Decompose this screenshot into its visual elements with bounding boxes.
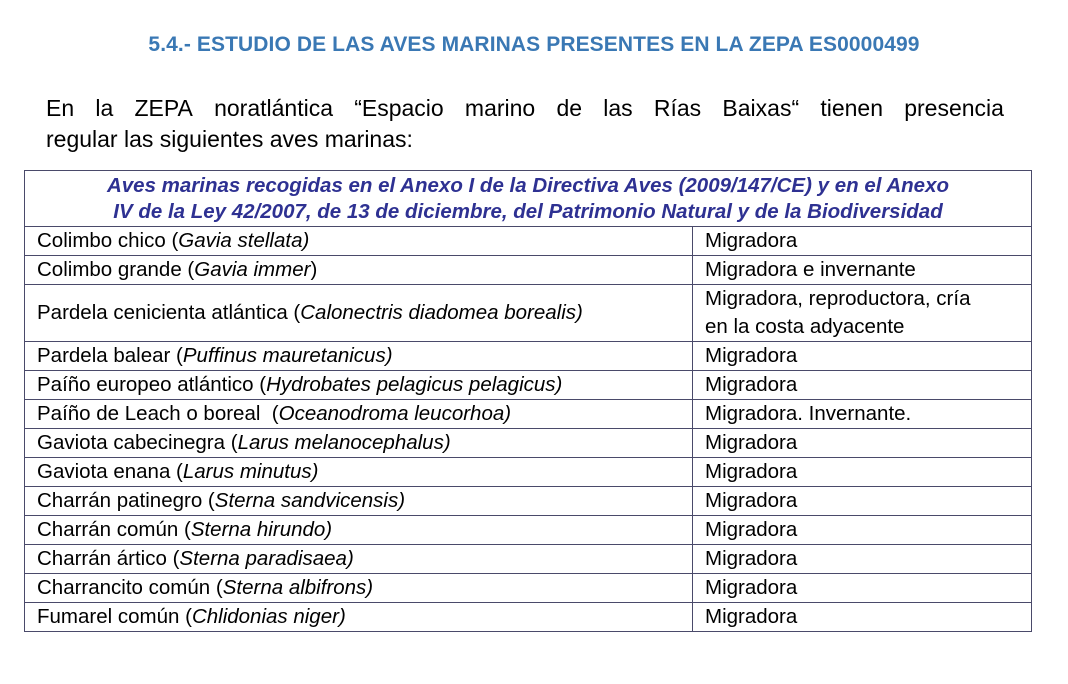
common-name: Gaviota cabecinegra ( (37, 431, 238, 454)
common-name: Paíño de Leach o boreal ( (37, 402, 279, 425)
scientific-name: Larus melanocephalus) (237, 431, 451, 454)
seabird-table (24, 170, 1032, 632)
common-name: Colimbo grande ( (37, 258, 195, 281)
scientific-name: Puffinus mauretanicus) (182, 344, 393, 367)
intro-word: presencia (904, 95, 1004, 121)
intro-word: noratlántica (214, 95, 333, 121)
scientific-name: Hydrobates pelagicus pelagicus) (266, 373, 563, 396)
intro-word: marino (464, 95, 536, 121)
status-cell: Migradora (693, 545, 1032, 574)
status-cell: Migradora (693, 227, 1032, 256)
status-cell: Migradora (693, 458, 1032, 487)
table-row (25, 429, 1032, 458)
status-cell: Migradora (693, 603, 1032, 632)
table-header-row (25, 171, 1032, 227)
scientific-name: Sterna paradisaea) (179, 547, 354, 570)
table-header-line-2: IV de la Ley 42/2007, de 13 de diciembre, del Patrimonio Natural y de la Biodiversidad (113, 200, 943, 223)
table-row (25, 227, 1032, 256)
status-line-2: en la costa adyacente (705, 315, 905, 338)
common-name: Pardela balear ( (37, 344, 183, 367)
table-row (25, 256, 1032, 285)
section-heading: 5.4.- ESTUDIO DE LAS AVES MARINAS PRESENTES EN LA ZEPA ES0000499 (148, 33, 920, 56)
status-line-1: Migradora, reproductora, cría (705, 287, 971, 310)
species-cell (25, 487, 693, 516)
common-name: Charrán común ( (37, 518, 191, 541)
species-cell (25, 256, 693, 285)
intro-word: tienen (820, 95, 883, 121)
status-cell: Migradora (693, 371, 1032, 400)
scientific-name: Chlidonias niger) (191, 605, 346, 628)
species-cell (25, 603, 693, 632)
intro-line-2: regular las siguientes aves marinas: (46, 126, 413, 152)
table-row (25, 400, 1032, 429)
species-cell (25, 458, 693, 487)
table-row (25, 516, 1032, 545)
common-name: Paíño europeo atlántico ( (37, 373, 267, 396)
common-name: Pardela cenicienta atlántica ( (37, 301, 301, 324)
species-cell (25, 516, 693, 545)
intro-word: ZEPA (134, 95, 193, 121)
scientific-name: Sterna hirundo) (190, 518, 333, 541)
table-row (25, 342, 1032, 371)
status-cell (693, 285, 1032, 342)
scientific-name: Larus minutus) (182, 460, 319, 483)
scientific-name: Gavia immer (194, 258, 311, 281)
table-header-line-1: Aves marinas recogidas en el Anexo I de la Directiva Aves (2009/147/CE) y en el Anexo (106, 174, 950, 197)
status-cell: Migradora (693, 516, 1032, 545)
intro-word: En (46, 95, 75, 121)
table-row (25, 458, 1032, 487)
intro-word: de (556, 95, 583, 121)
scientific-name: Calonectris diadomea borealis) (300, 301, 583, 324)
status-cell: Migradora (693, 487, 1032, 516)
intro-word: las (603, 95, 633, 121)
table-row (25, 487, 1032, 516)
scientific-name: Sterna albifrons) (222, 576, 374, 599)
species-cell (25, 574, 693, 603)
table-row (25, 574, 1032, 603)
species-cell (25, 371, 693, 400)
table-header (25, 171, 1032, 227)
species-cell (25, 429, 693, 458)
table-row (25, 545, 1032, 574)
intro-line-1 (46, 93, 1004, 124)
name-suffix: ) (310, 258, 318, 281)
common-name: Gaviota enana ( (37, 460, 183, 483)
scientific-name: Sterna sandvicensis) (214, 489, 406, 512)
table-row (25, 371, 1032, 400)
common-name: Charrán ártico ( (37, 547, 180, 570)
intro-paragraph (46, 93, 1004, 155)
scientific-name: Oceanodroma leucorhoa) (278, 402, 512, 425)
table-row (25, 285, 1032, 342)
intro-word: “Espacio (354, 95, 444, 121)
status-cell: Migradora (693, 574, 1032, 603)
species-cell (25, 545, 693, 574)
species-cell (25, 285, 693, 342)
scientific-name: Gavia stellata) (178, 229, 310, 252)
status-cell: Migradora (693, 342, 1032, 371)
status-cell: Migradora. Invernante. (693, 400, 1032, 429)
status-cell: Migradora e invernante (693, 256, 1032, 285)
common-name: Charrán patinegro ( (37, 489, 215, 512)
status-cell: Migradora (693, 429, 1032, 458)
species-cell (25, 227, 693, 256)
common-name: Colimbo chico ( (37, 229, 179, 252)
intro-word: Baixas“ (722, 95, 800, 121)
intro-word: Rías (653, 95, 702, 121)
common-name: Charrancito común ( (37, 576, 223, 599)
species-cell (25, 342, 693, 371)
common-name: Fumarel común ( (37, 605, 192, 628)
intro-word: la (95, 95, 114, 121)
table-row (25, 603, 1032, 632)
species-cell (25, 400, 693, 429)
